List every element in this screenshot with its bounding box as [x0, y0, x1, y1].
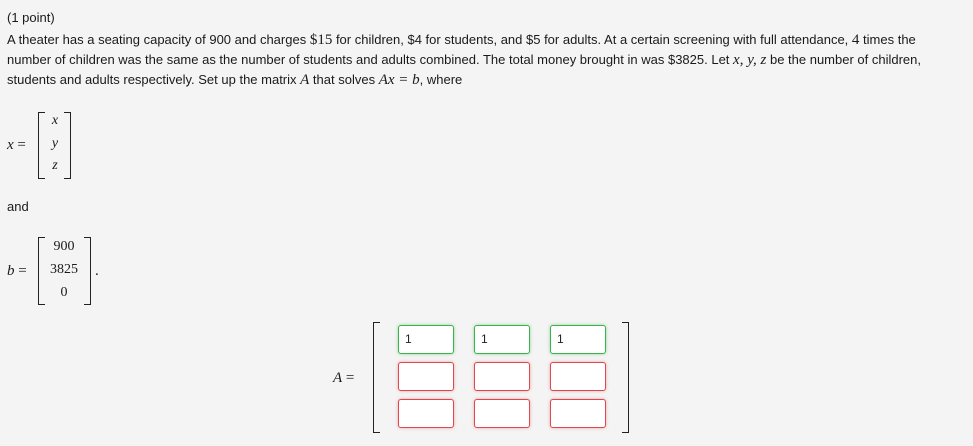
b-label-var: b: [7, 263, 15, 279]
a-cell-3-2[interactable]: [474, 399, 530, 428]
a-label-var: A: [333, 370, 343, 386]
problem-text-4: be the number of children, students and adults respectively. Set up the matrix: [7, 52, 922, 87]
y-entry: y: [51, 136, 59, 151]
a-cell-1-2[interactable]: 1: [474, 325, 530, 354]
a-cell-1-3[interactable]: 1: [550, 325, 606, 354]
problem-text-5: that solves: [309, 72, 379, 87]
a-cell-2-2[interactable]: [474, 362, 530, 391]
b-vector-label: b =: [7, 263, 27, 279]
b-entry-3: 0: [60, 285, 68, 300]
a-left-bracket: [373, 322, 380, 433]
point-value: (1 point): [7, 10, 55, 25]
a-cell-1-1[interactable]: 1: [398, 325, 454, 354]
a-cell-3-3[interactable]: [550, 399, 606, 428]
problem-statement: [7, 30, 962, 90]
b-entry-1: 900: [53, 239, 75, 254]
equation: Ax = b: [378, 72, 420, 88]
a-cell-3-1[interactable]: [398, 399, 454, 428]
price-children: $15: [309, 32, 333, 48]
z-entry: z: [52, 158, 58, 173]
a-cell-2-1[interactable]: [398, 362, 454, 391]
matrix-a-label: A =: [333, 370, 355, 386]
and-text: and: [7, 199, 29, 214]
problem-text-6: , where: [419, 72, 463, 87]
multiplier-four: 4: [851, 32, 860, 48]
x-vector-label: x =: [7, 137, 26, 153]
b-trailing-period: .: [95, 263, 99, 279]
a-right-bracket: [622, 322, 629, 433]
x-right-bracket: [64, 112, 71, 179]
variables: x, y, z: [733, 52, 767, 68]
x-label-var: x: [7, 137, 14, 153]
matrix-symbol: A: [300, 72, 310, 88]
b-entry-2: 3825: [50, 262, 78, 277]
problem-text-2: for children, $4 for students, and $5 for adults. At a certain screening with full attendance,: [332, 32, 852, 47]
x-entry: x: [51, 113, 59, 128]
a-cell-2-3[interactable]: [550, 362, 606, 391]
problem-text-1: A theater has a seating capacity of 900 and charges: [7, 32, 310, 47]
problem-text-3: times the number of children was the same as the number of students and adults combined. The total money brought in was $3825. Let: [7, 32, 916, 67]
b-right-bracket: [84, 237, 91, 305]
